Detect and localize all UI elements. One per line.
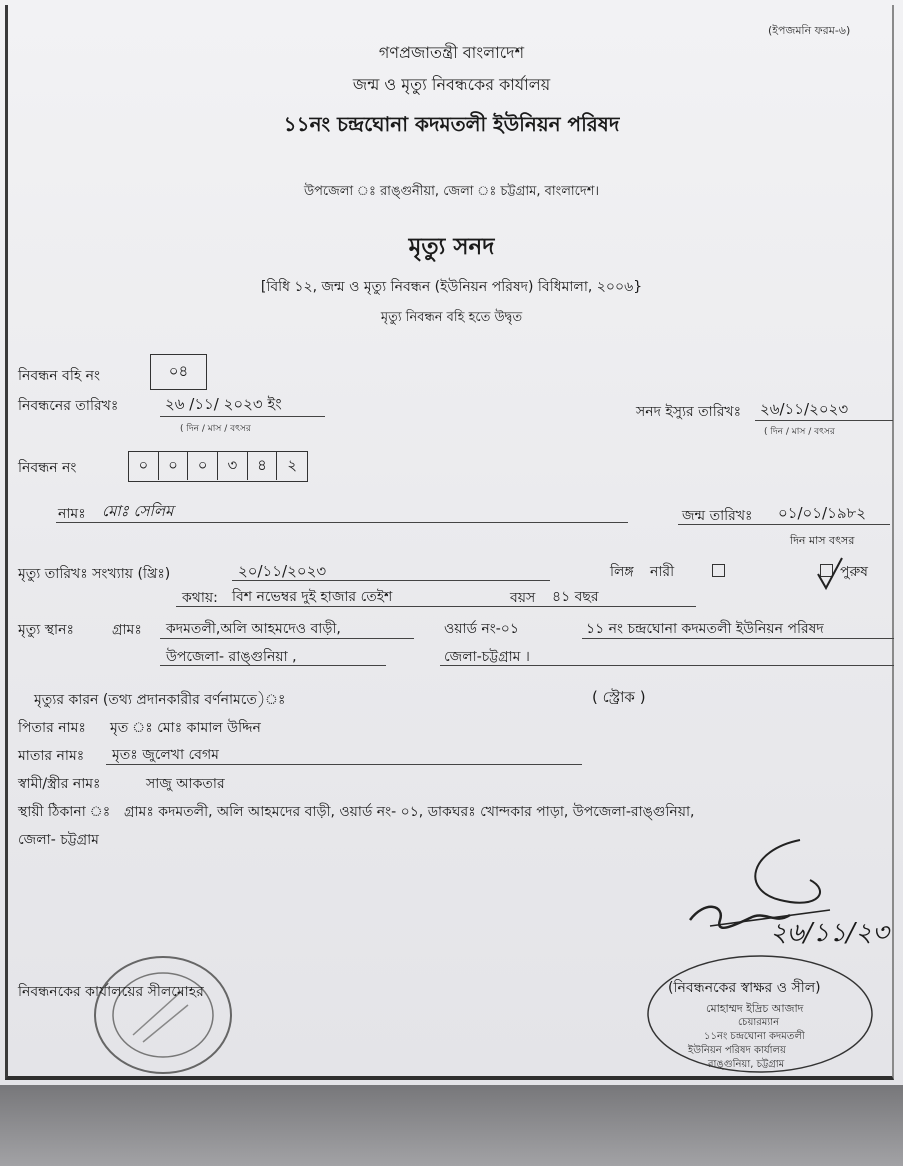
- header-union: ১১নং চন্দ্রঘোনা কদমতলী ইউনিয়ন পরিষদ: [283, 112, 620, 136]
- reg-date-label: নিবন্ধনের তারিখঃ: [18, 398, 119, 414]
- death-date-value: ২০/১১/২০২৩: [238, 562, 327, 580]
- certificate-rule: [বিধি ১২, জন্ম ও মৃত্যু নিবন্ধন (ইউনিয়ন পরিষদ) বিধিমালা, ২০০৬}: [260, 279, 643, 295]
- father-value: মৃত ঃ মোঃ কামাল উদ্দিন: [110, 720, 261, 736]
- dob-value: ০১/০১/১৯৮২: [778, 504, 867, 522]
- district-underline: [440, 665, 894, 666]
- mother-value: মৃতঃ জুলেখা বেগম: [112, 747, 219, 763]
- union-value: ১১ নং চন্দ্রঘোনা কদমতলী ইউনিয়ন পরিষদ: [586, 621, 824, 637]
- reg-no-label: নিবন্ধন নং: [18, 460, 77, 476]
- gender-label: লিঙ্গ: [610, 564, 634, 580]
- upazila-underline: [160, 665, 386, 666]
- header-country: গণপ্রজাতন্ত্রী বাংলাদেশ: [378, 43, 525, 62]
- address-line2: জেলা- চট্টগ্রাম: [18, 832, 99, 848]
- name-value: মোঃ সেলিম: [102, 502, 174, 520]
- age-label: বয়স: [510, 590, 536, 606]
- officer-title: চেয়ারম্যান: [738, 1017, 780, 1028]
- issue-date-label: সনদ ইস্যুর তারিখঃ: [636, 404, 742, 420]
- reg-no-digit: ০: [129, 452, 159, 480]
- book-no-box: [150, 354, 207, 390]
- reg-no-boxes: [128, 451, 308, 482]
- reg-date-value: ২৬ /১১/ ২০২৩ ইং: [165, 395, 282, 413]
- mother-label: মাতার নামঃ: [18, 748, 85, 764]
- mother-underline: [106, 764, 582, 765]
- book-no-label: নিবন্ধন বহি নং: [18, 368, 101, 384]
- form-code: (ইপজমনি ফরম-৬): [768, 24, 851, 37]
- dob-hint: দিন মাস বৎসর: [790, 534, 855, 547]
- reg-date-underline: [160, 416, 325, 417]
- reg-no-digit: ৩: [218, 452, 248, 480]
- gender-male-label: পুরুষ: [840, 564, 868, 580]
- book-no-value: ০৪: [168, 361, 189, 380]
- gender-female-label: নারী: [650, 564, 675, 580]
- office-seal-label: নিবন্ধনকের কার্যালয়ের সীলমোহর: [18, 984, 204, 1000]
- death-date-underline: [232, 580, 550, 581]
- reg-no-digit: ০: [188, 452, 218, 480]
- district-value: জেলা-চট্টগ্রাম ।: [444, 649, 530, 665]
- death-words-label: কথায়:: [182, 590, 218, 606]
- reg-no-digit: ২: [287, 455, 298, 474]
- header-location: উপজেলা ঃ রাঙ্গুনীয়া, জেলা ঃ চট্টগ্রাম, বাংলাদেশ।: [303, 184, 600, 199]
- ward-value: ওয়ার্ড নং-০১: [444, 621, 519, 637]
- village-label: গ্রামঃ: [112, 622, 142, 638]
- name-label: নামঃ: [58, 506, 86, 522]
- officer-place: রাঙ্গুনিয়া, চট্টগ্রাম: [708, 1059, 785, 1070]
- office-seal-stamp: [88, 950, 238, 1080]
- age-value: ৪১ বছর: [552, 589, 599, 605]
- issue-date-hint: ( দিন / মাস / বৎসর: [764, 427, 835, 437]
- cause-label: মৃত্যুর কারন (তথ্য প্রদানকারীর বর্ণনামতে)ঃ: [34, 692, 286, 708]
- officer-name: মোহাম্মদ ইদ্রিচ আজাদ: [706, 1002, 804, 1015]
- spouse-label: স্বামী/স্ত্রীর নামঃ: [18, 776, 101, 792]
- village-underline: [160, 638, 414, 639]
- death-date-label: মৃত্যু তারিখঃ সংখ্যায় (খ্রিঃ): [18, 566, 171, 582]
- desk-surface: [0, 1085, 903, 1166]
- address-line1: গ্রামঃ কদমতলী, অলি আহমদের বাড়ী, ওয়ার্ড নং- ০১, ডাকঘরঃ খোন্দকার পাড়া, উপজেলা-রাঙ্গুনিয়া,: [124, 804, 695, 820]
- gender-female-checkbox[interactable]: [712, 564, 725, 577]
- spouse-value: সাজু আকতার: [146, 776, 225, 792]
- dob-underline: [678, 524, 890, 525]
- death-place-label: মৃত্যু স্থানঃ: [18, 622, 74, 638]
- name-underline: [56, 522, 628, 523]
- officer-council: ইউনিয়ন পরিষদ কার্যালয়: [688, 1045, 786, 1056]
- issue-date-underline: [755, 420, 893, 421]
- address-label: স্থায়ী ঠিকানা ঃ: [18, 804, 111, 820]
- union-underline: [582, 638, 894, 639]
- certificate-extract: মৃত্যু নিবন্ধন বহি হতে উদ্বৃত: [380, 310, 523, 325]
- reg-date-hint: ( দিন / মাস / বৎসর: [180, 424, 251, 434]
- reg-no-digit: ৪: [248, 452, 278, 480]
- death-words-value: বিশ নভেম্বর দুই হাজার তেইশ: [232, 589, 393, 605]
- dob-label: জন্ম তারিখঃ: [682, 508, 753, 524]
- cause-value: ( স্ট্রোক ): [592, 688, 646, 706]
- sign-date: ২৬/১১/২৩: [770, 918, 889, 948]
- death-words-underline: [176, 606, 696, 607]
- header-office: জন্ম ও মৃত্যু নিবন্ধকের কার্যালয়: [352, 75, 551, 94]
- upazila-value: উপজেলা- রাঙ্গুনিয়া ,: [166, 649, 297, 665]
- village-value: কদমতলী,অলি আহমদেও বাড়ী,: [166, 621, 341, 637]
- certificate-title: মৃত্যু সনদ: [408, 234, 495, 260]
- reg-no-digit: ০: [159, 452, 189, 480]
- father-label: পিতার নামঃ: [18, 720, 86, 736]
- issue-date-value: ২৬/১১/২০২৩: [760, 400, 849, 418]
- signature-label: (নিবন্ধনকের স্বাক্ষর ও সীল): [668, 980, 821, 996]
- officer-union: ১১নং চন্দ্রঘোনা কদমতলী: [704, 1031, 805, 1042]
